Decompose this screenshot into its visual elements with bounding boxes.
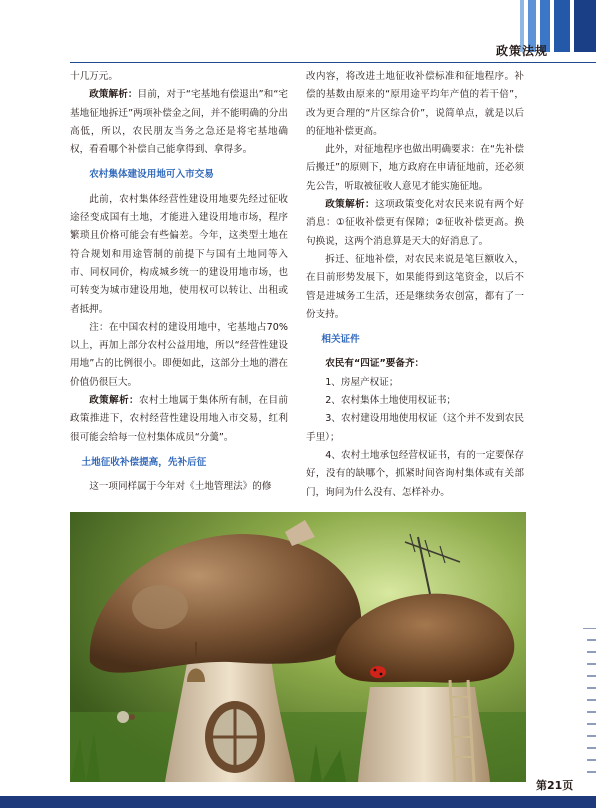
paragraph: 政策解析：目前，对于“宅基地有偿退出”和“宅基地征地拆迁”两项补偿金之间，并不能明确的分出高低，所以，农民朋友当务之急还是将宅基地确权，看看哪个补偿自己能拿得到、拿得多。 — [70, 89, 288, 156]
subheading: 农村集体建设用地可入市交易 — [89, 169, 214, 181]
header-rule — [70, 62, 596, 63]
mushroom-house-illustration — [70, 512, 526, 782]
list-item: 2、农村集体土地使用权证书； — [325, 395, 457, 407]
paragraph: 注：在中国农村的建设用地中，宅基地占70%以上，再加上部分农村公益用地，所以“经营性建设用地”占的比例很小。即便如此，这部分土地的潜在价值仍很巨大。 — [70, 321, 288, 388]
list-item: 4、农村土地承包经营权证书，有的一定要保存好，没有的缺哪个，抓紧时间咨询村集体或有关部门，询问为什么没有、怎样补办。 — [306, 449, 524, 498]
column-left — [70, 68, 288, 497]
paragraph: 政策解析：这项政策变化对农民来说有两个好消息：①征收补偿更有保障；②征收补偿更高。换句换说，这两个消息算是天大的好消息了。 — [306, 199, 525, 247]
section-title: 政策法规 — [496, 44, 549, 58]
list-item: 3、农村建设用地使用权证（这个并不发到农民手里）； — [306, 413, 524, 443]
paragraph: 此外，对征地程序也做出明确要求：在“先补偿后搬迁”的原则下，地方政府在申请征地前，还必须先公告，听取被征收人意见才能实施征地。 — [306, 144, 524, 192]
paragraph: 拆迁、征地补偿，对农民来说是笔巨额收入，在目前形势发展下，如果能得到这笔资金，以后不管是进城务工生活，还是继续务农创富，都有了一份支持。 — [306, 253, 524, 320]
column-right — [306, 68, 524, 502]
margin-ticks — [583, 628, 596, 796]
paragraph: 农民有“四证”要备齐： — [325, 358, 425, 370]
paragraph: 政策解析：农村土地属于集体所有制，在目前政策推进下，农村经营性建设用地入市交易，红利很可能会给每一位村集体成员“分羹”。 — [70, 395, 289, 443]
footer-bar — [0, 796, 596, 808]
subheading: 相关证件 — [321, 334, 360, 346]
paragraph: 十几万元。 — [70, 71, 118, 82]
paragraph: 此前，农村集体经营性建设用地要先经过征收途径变成国有土地，才能进入建设用地市场，程序繁琐且价格可能会有些偏差。今年，这类型土地在符合规划和用途管制的前提下与国有土地同等入市、同权同价，构成城乡统一的建设用地市场，也可转变为城市建设用地，使用权可以转让、出租或者抵押。 — [70, 193, 288, 315]
page-number: 第21页 — [536, 779, 574, 792]
subheading: 土地征收补偿提高，先补后征 — [81, 456, 207, 468]
paragraph: 改内容，将改进土地征收补偿标准和征地程序。补偿的基数由原来的“原用途平均年产值的若干倍”，改为更合理的“片区综合价”，说简单点，就是以后的征地补偿更高。 — [306, 71, 524, 137]
list-item: 1、房屋产权证； — [325, 376, 399, 388]
paragraph: 这一项同样属于今年对《土地管理法》的修 — [89, 481, 272, 493]
